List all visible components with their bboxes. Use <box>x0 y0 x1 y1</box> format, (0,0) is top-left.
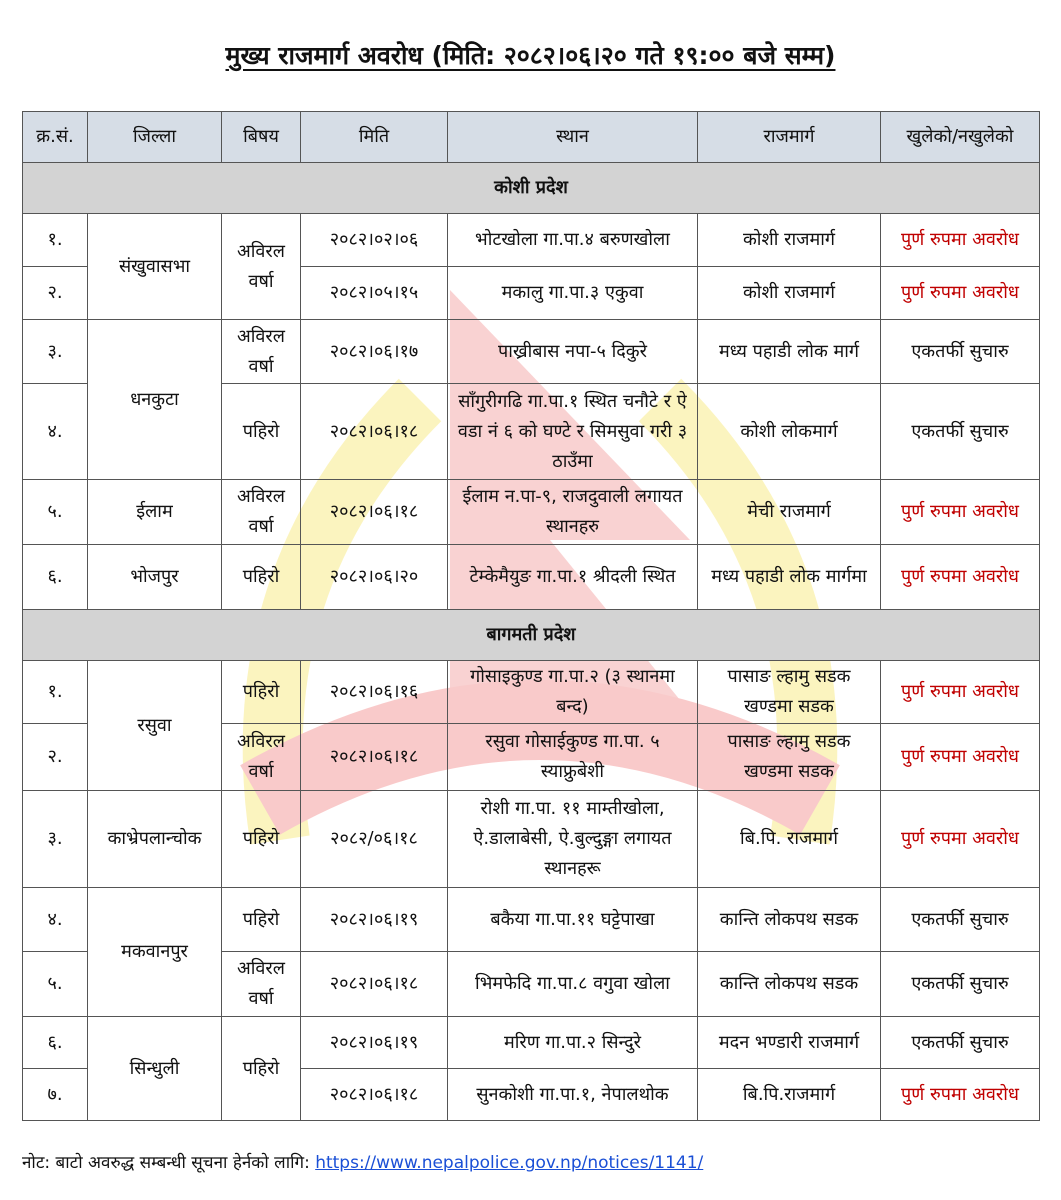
cell-sn: ५. <box>23 952 88 1017</box>
footer-note <box>22 1150 703 1173</box>
cell-sn: ३. <box>23 320 88 384</box>
cell-subject: अविरल वर्षा <box>222 320 301 384</box>
cell-status: पुर्ण रुपमा अवरोध <box>881 545 1040 610</box>
cell-date: २०८२।०६।१६ <box>301 661 448 724</box>
table-header-row <box>23 112 1040 163</box>
cell-road: कान्ति लोकपथ सडक <box>698 888 881 952</box>
cell-place: पाख्रीबास नपा-५ दिकुरे <box>448 320 698 384</box>
cell-date: २०८२।०६।१८ <box>301 952 448 1017</box>
cell-sn: ४. <box>23 888 88 952</box>
table-row <box>23 480 1040 545</box>
cell-road: मध्य पहाडी लोक मार्ग <box>698 320 881 384</box>
cell-road: कान्ति लोकपथ सडक <box>698 952 881 1017</box>
cell-place: टेम्केमैयुङ गा.पा.१ श्रीदली स्थित <box>448 545 698 610</box>
cell-road: कोशी राजमार्ग <box>698 214 881 267</box>
cell-sn: २. <box>23 724 88 791</box>
table-row <box>23 888 1040 952</box>
cell-date: २०८२।०६।१८ <box>301 724 448 791</box>
header-road: राजमार्ग <box>698 112 881 163</box>
cell-subject: पहिरो <box>222 661 301 724</box>
cell-date: २०८२/०६।१८ <box>301 791 448 888</box>
cell-place: रसुवा गोसाईकुण्ड गा.पा. ५ स्याफ्रुबेशी <box>448 724 698 791</box>
table-row <box>23 214 1040 267</box>
province-name: कोशी प्रदेश <box>23 163 1040 214</box>
cell-status: पुर्ण रुपमा अवरोध <box>881 661 1040 724</box>
cell-status: एकतर्फी सुचारु <box>881 384 1040 480</box>
notice-link[interactable]: https://www.nepalpolice.gov.np/notices/1141/ <box>315 1153 704 1173</box>
cell-subject: अविरल वर्षा <box>222 724 301 791</box>
cell-date: २०८२।०२।०६ <box>301 214 448 267</box>
cell-subject: पहिरो <box>222 791 301 888</box>
cell-subject: अविरल वर्षा <box>222 952 301 1017</box>
cell-district: संखुवासभा <box>88 214 222 320</box>
header-district: जिल्ला <box>88 112 222 163</box>
province-band <box>23 163 1040 214</box>
cell-place: मरिण गा.पा.२ सिन्दुरे <box>448 1017 698 1069</box>
cell-sn: १. <box>23 214 88 267</box>
cell-status: एकतर्फी सुचारु <box>881 888 1040 952</box>
header-sn: क्र.सं. <box>23 112 88 163</box>
cell-sn: ६. <box>23 545 88 610</box>
cell-district: मकवानपुर <box>88 888 222 1017</box>
road-blockage-table <box>22 111 1040 1121</box>
table-row <box>23 661 1040 724</box>
cell-date: २०८२।०६।१८ <box>301 480 448 545</box>
cell-road: मदन भण्डारी राजमार्ग <box>698 1017 881 1069</box>
cell-subject: पहिरो <box>222 545 301 610</box>
cell-date: २०८२।०६।२० <box>301 545 448 610</box>
cell-place: साँगुरीगढि गा.पा.१ स्थित चनौटे र ऐ वडा नं ६ को घण्टे र सिमसुवा गरी ३ ठाउँमा <box>448 384 698 480</box>
cell-status: पुर्ण रुपमा अवरोध <box>881 214 1040 267</box>
cell-status: एकतर्फी सुचारु <box>881 320 1040 384</box>
table-row <box>23 791 1040 888</box>
cell-place: रोशी गा.पा. ११ माम्तीखोला, ऐ.डालाबेसी, ऐ.बुल्दुङ्गा लगायत स्थानहरू <box>448 791 698 888</box>
cell-place: भोटखोला गा.पा.४ बरुणखोला <box>448 214 698 267</box>
cell-status: एकतर्फी सुचारु <box>881 952 1040 1017</box>
cell-date: २०८२।०६।१९ <box>301 888 448 952</box>
header-place: स्थान <box>448 112 698 163</box>
cell-place: मकालु गा.पा.३ एकुवा <box>448 267 698 320</box>
cell-subject: पहिरो <box>222 888 301 952</box>
cell-district: धनकुटा <box>88 320 222 480</box>
cell-sn: ६. <box>23 1017 88 1069</box>
cell-subject: पहिरो <box>222 1017 301 1121</box>
cell-status: पुर्ण रुपमा अवरोध <box>881 791 1040 888</box>
table-row <box>23 545 1040 610</box>
cell-status: पुर्ण रुपमा अवरोध <box>881 1069 1040 1121</box>
cell-road: पासाङ ल्हामु सडक खण्डमा सडक <box>698 724 881 791</box>
cell-place: सुनकोशी गा.पा.१, नेपालथोक <box>448 1069 698 1121</box>
cell-sn: ७. <box>23 1069 88 1121</box>
cell-date: २०८२।०५।१५ <box>301 267 448 320</box>
cell-district: सिन्धुली <box>88 1017 222 1121</box>
cell-subject: पहिरो <box>222 384 301 480</box>
cell-sn: ५. <box>23 480 88 545</box>
cell-date: २०८२।०६।१९ <box>301 1017 448 1069</box>
cell-district: रसुवा <box>88 661 222 791</box>
cell-subject: अविरल वर्षा <box>222 214 301 320</box>
cell-place: ईलाम न.पा-९, राजदुवाली लगायत स्थानहरु <box>448 480 698 545</box>
cell-district: भोजपुर <box>88 545 222 610</box>
header-date: मिति <box>301 112 448 163</box>
cell-sn: ४. <box>23 384 88 480</box>
cell-date: २०८२।०६।१७ <box>301 320 448 384</box>
table-row <box>23 1017 1040 1069</box>
province-name: बागमती प्रदेश <box>23 610 1040 661</box>
cell-district: ईलाम <box>88 480 222 545</box>
cell-status: पुर्ण रुपमा अवरोध <box>881 480 1040 545</box>
cell-place: भिमफेदि गा.पा.८ वगुवा खोला <box>448 952 698 1017</box>
cell-sn: २. <box>23 267 88 320</box>
cell-road: मध्य पहाडी लोक मार्गमा <box>698 545 881 610</box>
cell-road: बि.पि.राजमार्ग <box>698 1069 881 1121</box>
cell-date: २०८२।०६।१८ <box>301 384 448 480</box>
table-row <box>23 320 1040 384</box>
cell-status: एकतर्फी सुचारु <box>881 1017 1040 1069</box>
header-status: खुलेको/नखुलेको <box>881 112 1040 163</box>
cell-sn: १. <box>23 661 88 724</box>
cell-road: कोशी राजमार्ग <box>698 267 881 320</box>
cell-road: मेची राजमार्ग <box>698 480 881 545</box>
cell-subject: अविरल वर्षा <box>222 480 301 545</box>
cell-date: २०८२।०६।१८ <box>301 1069 448 1121</box>
page-title: मुख्य राजमार्ग अवरोध (मिति: २०८२।०६।२० गते १९:०० बजे सम्म) <box>225 41 836 70</box>
cell-place: गोसाइकुण्ड गा.पा.२ (३ स्थानमा बन्द) <box>448 661 698 724</box>
cell-road: कोशी लोकमार्ग <box>698 384 881 480</box>
province-band <box>23 610 1040 661</box>
cell-sn: ३. <box>23 791 88 888</box>
header-subject: बिषय <box>222 112 301 163</box>
cell-road: बि.पि. राजमार्ग <box>698 791 881 888</box>
cell-place: बकैया गा.पा.११ घट्टेपाखा <box>448 888 698 952</box>
cell-district: काभ्रेपलान्चोक <box>88 791 222 888</box>
note-label: नोट: बाटो अवरुद्ध सम्बन्धी सूचना हेर्नको लागि: <box>22 1153 316 1173</box>
cell-status: पुर्ण रुपमा अवरोध <box>881 267 1040 320</box>
cell-status: पुर्ण रुपमा अवरोध <box>881 724 1040 791</box>
cell-road: पासाङ ल्हामु सडक खण्डमा सडक <box>698 661 881 724</box>
